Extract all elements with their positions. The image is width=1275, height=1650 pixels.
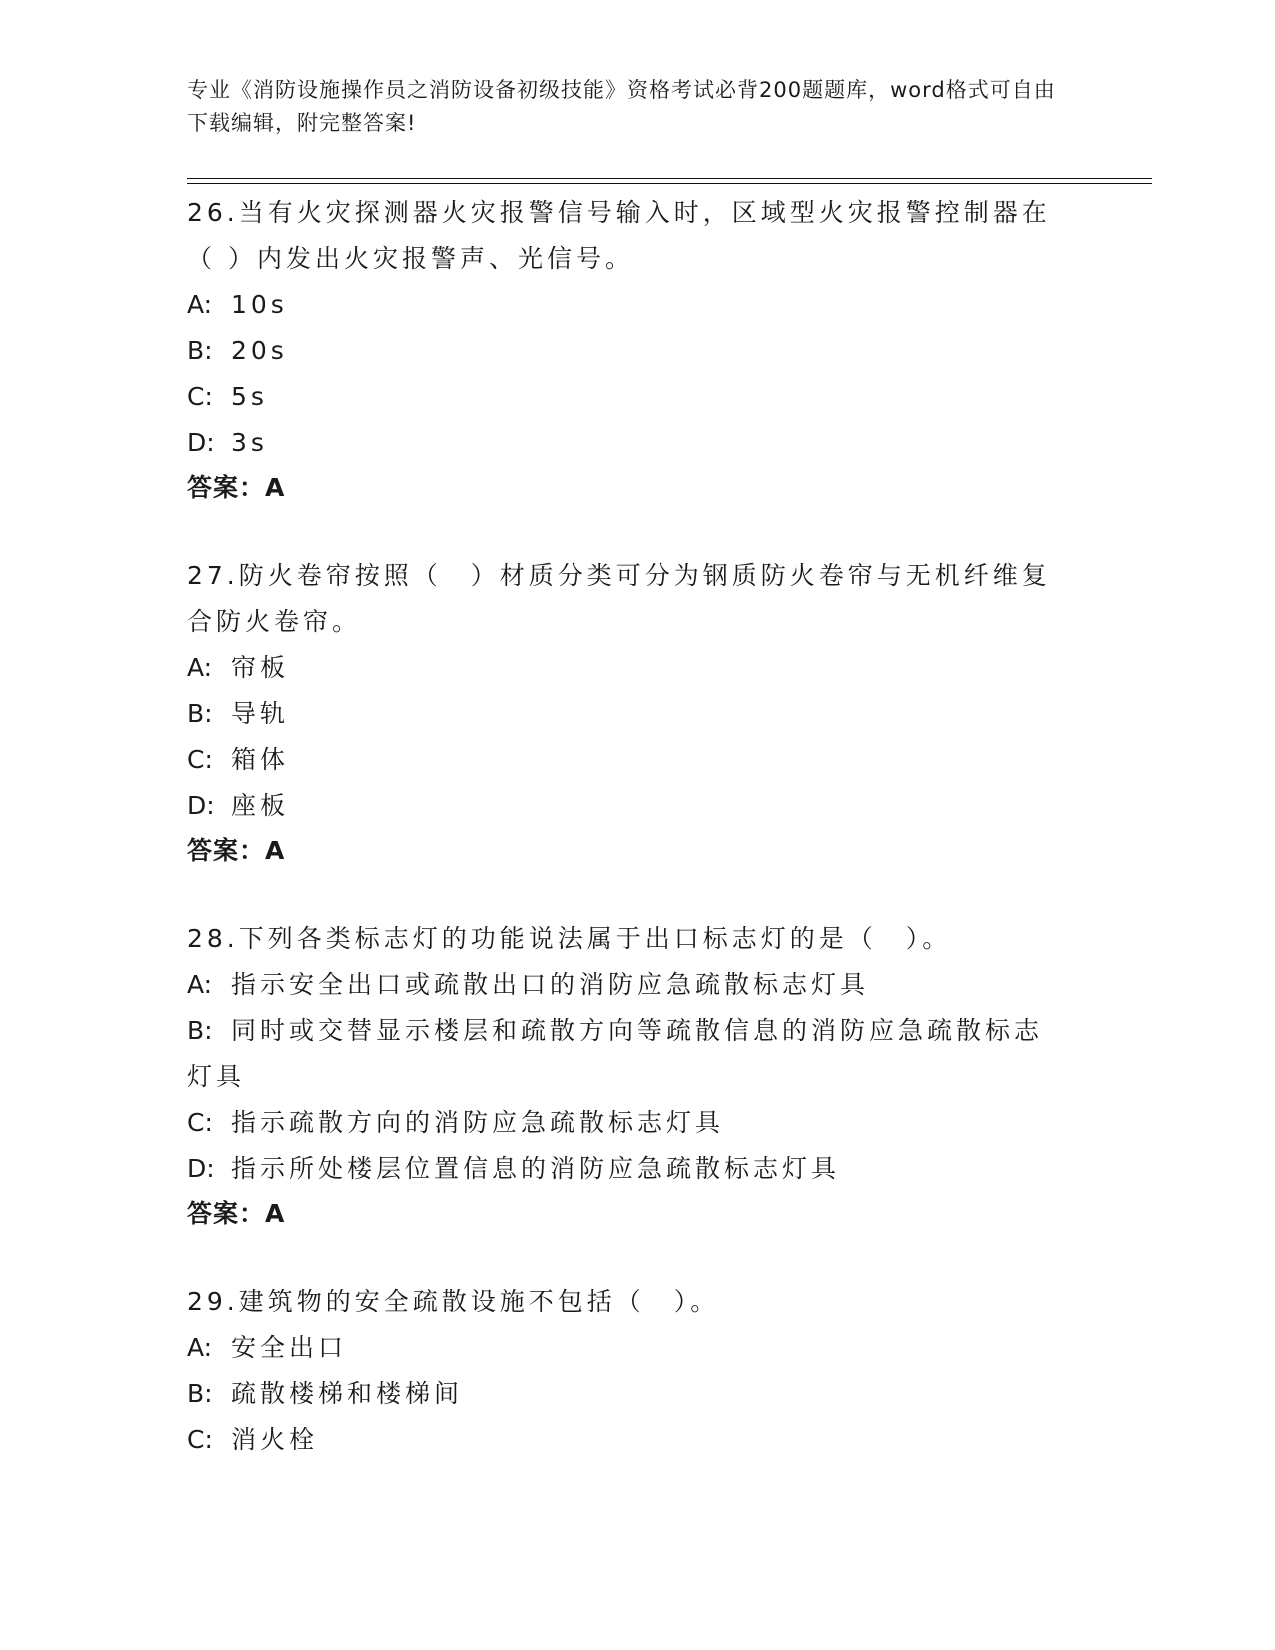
option-key: B: [187, 1016, 213, 1045]
question-stem: 28.下列各类标志灯的功能说法属于出口标志灯的是（ ）。 [187, 924, 952, 953]
option-c [187, 374, 1067, 420]
question-stem: 26.当有火灾探测器火灾报警信号输入时，区域型火灾报警控制器在（ ）内发出火灾报警声、光信号。 [187, 198, 1051, 273]
header-divider-bottom [187, 183, 1152, 184]
option-text: 20s [231, 336, 288, 365]
document-header: 专业《消防设施操作员之消防设备初级技能》资格考试必背200题题库，word格式可自由下载编辑，附完整答案! [187, 78, 1056, 135]
option-text: 5s [231, 382, 268, 411]
option-b [187, 328, 1067, 374]
header-divider-top [187, 178, 1152, 179]
option-key: A: [187, 1333, 213, 1362]
option-key: D: [187, 1154, 215, 1183]
option-d [187, 420, 1067, 466]
option-key: A: [187, 290, 213, 319]
option-key: C: [187, 1108, 213, 1137]
option-d [187, 783, 1067, 829]
answer-line: 答案：A [187, 473, 286, 502]
option-text: 指示疏散方向的消防应急疏散标志灯具 [231, 1108, 725, 1137]
option-b [187, 691, 1067, 737]
option-key: C: [187, 745, 213, 774]
question-item [187, 190, 1067, 510]
option-key: C: [187, 1425, 213, 1454]
option-c [187, 737, 1067, 783]
option-text: 指示所处楼层位置信息的消防应急疏散标志灯具 [231, 1154, 841, 1183]
option-b [187, 1008, 1067, 1100]
option-text: 疏散楼梯和楼梯间 [231, 1379, 464, 1408]
answer-line: 答案：A [187, 836, 286, 865]
option-key: D: [187, 791, 215, 820]
question-item [187, 1279, 1067, 1463]
option-text: 帘板 [231, 653, 290, 682]
question-item [187, 553, 1067, 873]
option-a [187, 645, 1067, 691]
option-text: 座板 [231, 791, 290, 820]
option-text: 指示安全出口或疏散出口的消防应急疏散标志灯具 [231, 970, 870, 999]
answer-line: 答案：A [187, 1199, 286, 1228]
option-key: A: [187, 653, 213, 682]
option-key: B: [187, 699, 213, 728]
option-text: 箱体 [231, 745, 290, 774]
option-key: B: [187, 336, 213, 365]
question-stem: 27.防火卷帘按照（ ）材质分类可分为钢质防火卷帘与无机纤维复合防火卷帘。 [187, 561, 1051, 636]
option-key: C: [187, 382, 213, 411]
question-item [187, 916, 1067, 1236]
option-text: 3s [231, 428, 268, 457]
option-key: A: [187, 970, 213, 999]
option-a [187, 282, 1067, 328]
option-text: 10s [231, 290, 288, 319]
question-stem: 29.建筑物的安全疏散设施不包括（ ）。 [187, 1287, 720, 1316]
option-text: 导轨 [231, 699, 290, 728]
question-list [187, 190, 1067, 1506]
option-b [187, 1371, 1067, 1417]
option-a [187, 962, 1067, 1008]
option-key: D: [187, 428, 215, 457]
option-text: 消火栓 [231, 1425, 319, 1454]
option-c [187, 1100, 1067, 1146]
option-text: 同时或交替显示楼层和疏散方向等疏散信息的消防应急疏散标志灯具 [187, 1016, 1044, 1091]
option-key: B: [187, 1379, 213, 1408]
option-d [187, 1146, 1067, 1192]
option-text: 安全出口 [231, 1333, 348, 1362]
option-a [187, 1325, 1067, 1371]
option-c [187, 1417, 1067, 1463]
